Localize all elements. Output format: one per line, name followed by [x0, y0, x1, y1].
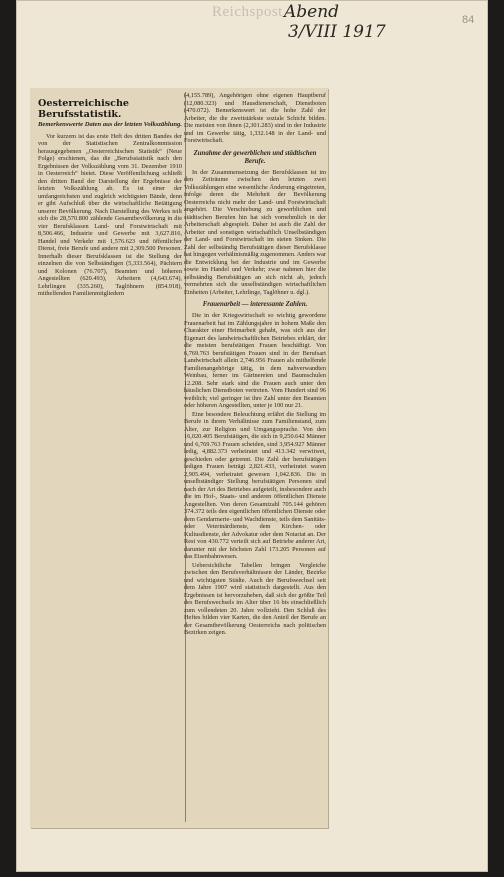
article-subtitle: Bemerkenswerte Daten aus der letzten Volkszählung. — [38, 121, 182, 128]
newspaper-stamp: Reichspost — [212, 4, 283, 20]
section-heading: Frauenarbeit — interessante Zahlen. — [202, 301, 308, 308]
paragraph: Eine besondere Beleuchtung erfährt die Stellung im Berufe in ihrem Verhältnisse zum Familienstand, zum Alter, zur Religion und Umgangssprache. Von den 16,020.405 Berufstätigen, die sich in 9,250.642 Männer und 6,769.763 Frauen scheiden, sind 3,954.927 Männer ledig, 4,882.373 verheiratet und 413.342 verwitwet, geschieden oder getrennt. Die Zahl der berufstätigen ledigen Frauen beträgt 2,821.433, verheiratet waren 2,905.494, verheiratet gewesen 1,042.836. Die in unselbständiger Stellung berufstätigen Personen sind nach der Art des Betriebes aufgeteilt, insbesondere auch die im Hof-, Staats- und anderen öffentlichen Dienste Angestellten. Von deren Gesamtzahl 705.144 gehören 374.372 teils den eigentlichen öffentlichen Dienste oder dem Gendarmerie- und Wachdienste, teils dem Sanitäts- oder Veterinärdienste, dem Kirchen- oder Kultusdienste, der Advokatur oder dem Notariat an. Der Rest von 430.772 verteilt sich auf Betriebe anderer Art, darunter mit der höchsten Zahl 173.205 Personen auf das Eisenbahnwesen. — [184, 410, 326, 560]
article-title: Oesterreichische Berufsstatistik. — [38, 98, 130, 120]
handwritten-edition: Abend — [284, 2, 340, 22]
paragraph: Die in der Kriegswirtschaft so wichtig gewordene Frauenarbeit hat im Zählungsjahre in hohem Maße den Charakter einer Heimarbeit gehabt, was sich aus der Eigenart des landwirtschaftlichen Betriebes erklärt, der die meisten berufstätigen Frauen beschäftigt. Von 6,769.763 berufstätigen Frauen sind in der Berufsart Landwirtschaft allein 2,746.956 Frauen als mithelfende Familienangehörige tätig, in dem nahverwandten Weinbau, ferner im Gärtnereien und Baumschulen 12.208. Sehr stark sind die Frauen auch unter den häuslichen Dienstboten vertreten. Vom Hundert sind 96 weiblich; viel geringer ist ihre Zahl unter den Beamten oder höheren Angestellten, unter je 100 nur 21. — [184, 312, 326, 409]
paragraph: In der Zusammensetzung der Berufsklassen ist im den Zeiträume zwischen den letzten zwei Volkszählungen eine wesentliche Änderung eingetreten, infolge deren die Mehrheit der Bevölkerung Oesterreichs nicht mehr der Land- und Forstwirtschaft angehört. Die Verschiebung zu gewerblichen und städtischen Berufen hin hat sich vornehmlich in der Arbeiterschaft abgespielt. Daher ist auch die Zahl der Arbeiter und sonstigen wirtschaftlich Unselbständigen der Land- und Forstwirtschaft im steten Sinken. Die Zahl der selbständig Berufstätigen dieser Berufsklasse hat hingegen verhältnismäßig zugenommen. Anders war die Entwicklung bei der Industrie und im Gewerbe sowie im Handel und Verkehr; zwar nahmen hier die selbständig Berufstätigen an sich nicht ab, jedoch vermehrten sich die unselbständigen wirtschaftlichen Einheiten (Arbeiter, Lehrlinge, Taglöhner u. dgl.). — [184, 168, 326, 296]
paragraph: Uebersichtliche Tabellen bringen Vergleiche zwischen den Berufsverhältnissen der Länder, Bezirke und wichtigsten Städte. Auch der Berufswechsel seit dem Jahre 1907 wird statistisch dargestellt. Aus den Ergebnissen ist hervorzuheben, daß sich der größte Teil des Berufswechsels im Alter über 16 bis einschließlich zum vollendeten 20. Jahre vollzieht. Den Schluß des Heftes bilden vier Karten, die den Anteil der Berufe an der Gesamtbevölkerung Oesterreichs nach politischen Bezirken zeigen. — [184, 561, 326, 636]
paragraph: (4,155.789), Angehörigen ohne eigenen Hauptberuf (12,080.323) und Hausdienerschaft, Dienstboten (470.072). Bemerkenswert ist die hohe Zahl der Arbeiter, die die zweitstärkste soziale Schicht bilden. Die meisten von ihnen (2,301.283) sind in der Industrie und im Gewerbe tätig, 1,332.148 in der Land- und Forstwirtschaft. — [184, 92, 326, 144]
paragraph: Vor kurzem ist das erste Heft des dritten Bandes der von der Statistischen Zentralkommission herausgegebenen „Oesterreichischen Statistik“ (Neue Folge) erschienen, das die „Berufsstatistik nach den Ergebnissen der Volkszählung vom 31. Dezember 1910 in Oesterreich“ bietet. Diese Veröffentlichung schließt den dritten Band der Darstellung der Ergebnisse der letzten Volkszählung ab. Es ist einer der umfangreichsten und zugleich wichtigsten Bände, denn er gibt Aufschluß über die wirtschaftliche Betätigung unserer Bevölkerung. Nach Darstellung des Werkes teilt sich die 28,570.800 zählende Gesamtbevölkerung in die vier Berufsklassen Land- und Forstwirtschaft mit 8,506.466, Industrie und Gewerbe mit 3,627.816, Handel und Verkehr mit 1,576.623 und öffentlicher Dienst, freie Berufe und andere mit 2,309.500 Personen. Innerhalb dieser Berufsklassen ist die Stellung der einzelnen die von Selbständigen (5,333.564), Pächtern und Kolonen (76.707), Beamten und höheren Angestellten (620.493), Arbeitern (4,643.674), Lehrlingen (335.260), Taglöhnern (854.918), mithelfenden Familienmitgliedern — [38, 132, 182, 297]
section-heading: Zunahme der gewerblichen und städtischen Berufe. — [193, 149, 317, 165]
handwritten-date: 3/VIII 1917 — [288, 22, 386, 42]
article-left-column — [38, 92, 186, 822]
page-number: 84 — [462, 14, 475, 26]
article-right-column — [184, 92, 326, 822]
